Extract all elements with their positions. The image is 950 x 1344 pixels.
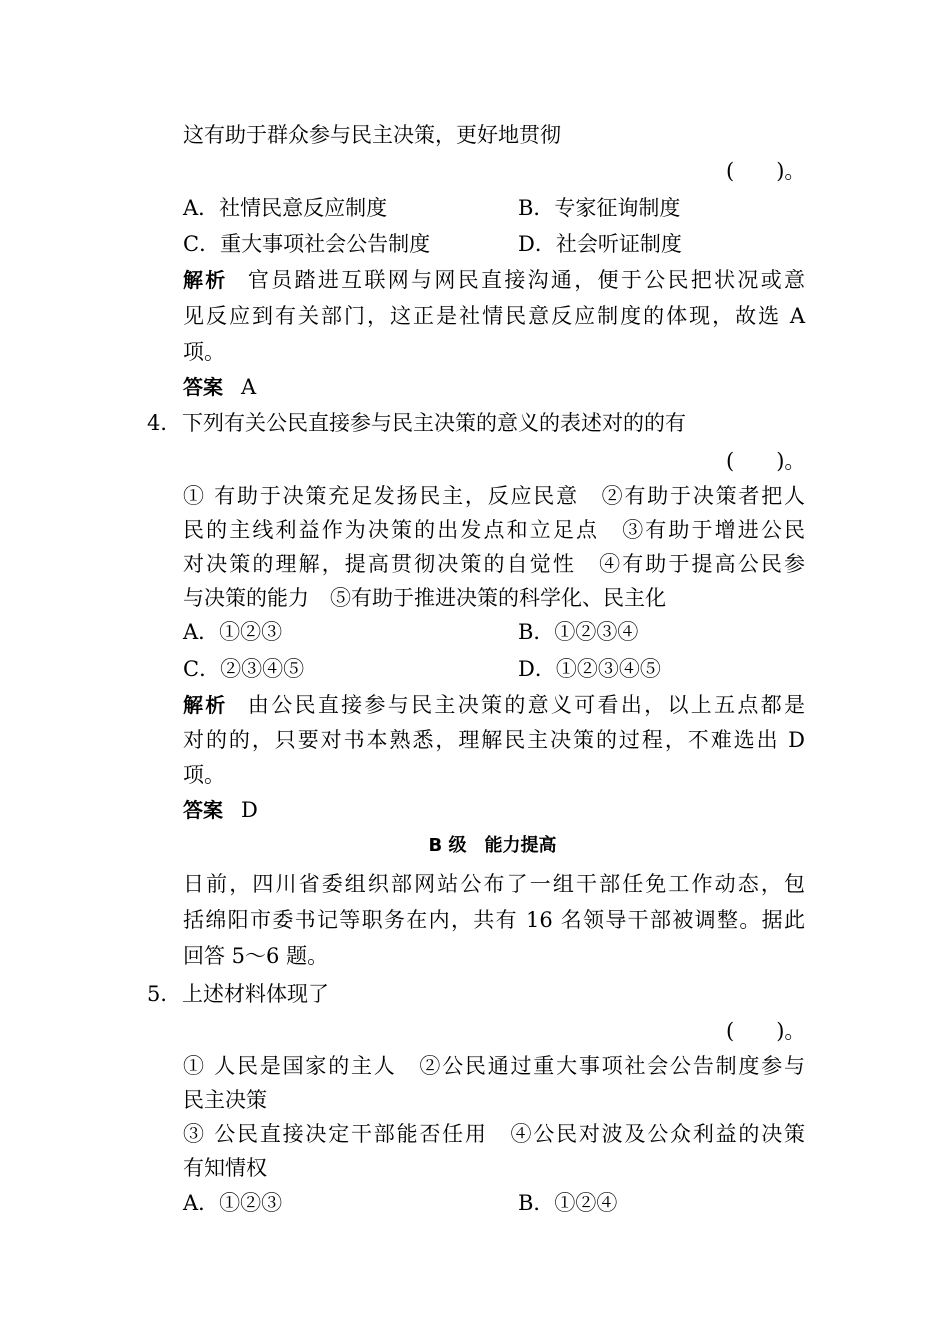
q3-analysis-line-3: 项。 (183, 340, 225, 364)
q3-analysis-line-2: 见反应到有关部门，这正是社情民意反应制度的体现，故选 A (183, 304, 805, 328)
q5-option-a: A．①②③ (183, 1191, 283, 1215)
q4-statement-line-2: 民的主线利益作为决策的出发点和立足点 ③有助于增进公民 (183, 518, 805, 542)
q3-analysis-text-1: 官员踏进互联网与网民直接沟通，便于公民把状况或意 (245, 268, 806, 292)
q3-analysis-line-1 (183, 266, 805, 294)
q5-option-b: B．①②④ (518, 1191, 618, 1215)
q4-analysis-line-1 (183, 691, 805, 719)
section-heading: B 级 能力提高 (428, 835, 557, 856)
q4-option-a: A．①②③ (183, 620, 283, 644)
material-line-2: 括绵阳市委书记等职务在内，共有 16 名领导干部被调整。据此 (183, 908, 805, 932)
q4-statement-line-4: 与决策的能力 ⑤有助于推进决策的科学化、民主化 (183, 586, 666, 610)
q4-analysis-text-1: 由公民直接参与民主决策的意义可看出，以上五点都是 (245, 693, 806, 717)
q4-statement-line-1: ① 有助于决策充足发扬民主，反应民意 ②有助于决策者把人 (183, 484, 805, 508)
q3-option-d: D．社会听证制度 (518, 232, 682, 256)
q4-option-b: B．①②③④ (518, 620, 639, 644)
q4-answer-line (183, 796, 258, 824)
q4-answer-label: 答案 (183, 798, 223, 822)
q4-statement-line-3: 对决策的理解，提高贯彻决策的自觉性 ④有助于提高公民参 (183, 552, 805, 576)
q5-statement-line-3: ③ 公民直接决定干部能否任用 ④公民对波及公众利益的决策 (183, 1122, 805, 1146)
material-line-3: 回答 5～6 题。 (183, 944, 329, 968)
q4-number: 4． (147, 411, 182, 435)
q4-stem: 下列有关公民直接参与民主决策的意义的表述对的的有 (182, 411, 686, 435)
q4-analysis-label: 解析 (183, 693, 228, 717)
q3-answer-paren: ( )。 (726, 159, 806, 183)
q3-answer-value: A (241, 375, 257, 399)
q5-stem-line (147, 980, 329, 1008)
q4-analysis-line-2: 对的的，只要对书本熟悉，理解民主决策的过程，不难选出 D (183, 728, 805, 752)
q3-option-c: C．重大事项社会公告制度 (183, 232, 431, 256)
q4-option-d: D．①②③④⑤ (518, 657, 661, 681)
q5-statement-line-2: 民主决策 (183, 1088, 267, 1112)
q3-answer-label: 答案 (183, 375, 223, 399)
q3-analysis-label: 解析 (183, 268, 228, 292)
q4-stem-line (147, 409, 686, 437)
q3-stem-end: 这有助于群众参与民主决策，更好地贯彻 (183, 123, 561, 147)
q4-answer-paren: ( )。 (726, 449, 806, 473)
q3-option-b: B．专家征询制度 (518, 196, 681, 220)
q4-analysis-line-3: 项。 (183, 763, 225, 787)
q5-stem: 上述材料体现了 (182, 982, 329, 1006)
material-line-1: 日前，四川省委组织部网站公布了一组干部任免工作动态，包 (183, 872, 805, 896)
q5-answer-paren: ( )。 (726, 1019, 806, 1043)
q5-statement-line-4: 有知情权 (183, 1156, 267, 1180)
q3-answer-line (183, 373, 256, 401)
q4-option-c: C．②③④⑤ (183, 657, 305, 681)
q5-statement-line-1: ① 人民是国家的主人 ②公民通过重大事项社会公告制度参与 (183, 1054, 805, 1078)
q3-option-a: A．社情民意反应制度 (183, 196, 388, 220)
q5-number: 5． (147, 982, 182, 1006)
q4-answer-value: D (241, 798, 258, 822)
